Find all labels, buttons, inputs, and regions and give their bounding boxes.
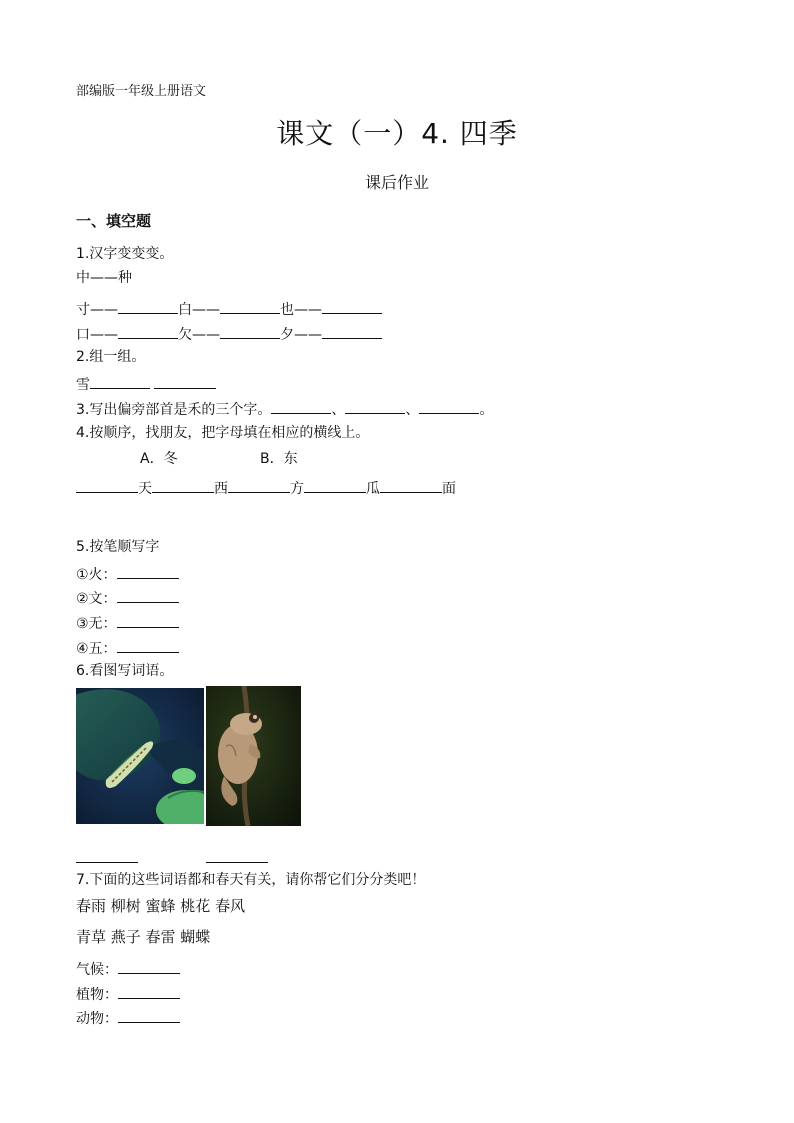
q4-char-3: 瓜 — [366, 481, 380, 497]
answer-blank[interactable] — [118, 957, 180, 974]
answer-blank[interactable] — [154, 372, 216, 389]
page-subtitle: 课后作业 — [364, 173, 429, 192]
section-title: 一、填空题 — [76, 212, 152, 230]
q4-char-1: 西 — [214, 481, 228, 497]
q5-item — [76, 586, 179, 609]
q4-char-0: 天 — [138, 481, 152, 497]
q2-row — [76, 372, 216, 395]
q1-row2 — [76, 322, 382, 345]
q7-words-line2: 青草 燕子 春雷 蝴蝶 — [76, 928, 211, 946]
answer-blank[interactable] — [380, 476, 442, 493]
q5-item — [76, 562, 179, 585]
answer-blank[interactable] — [117, 586, 179, 603]
answer-blank[interactable] — [117, 562, 179, 579]
q7-category-label: 气候： — [76, 962, 118, 978]
q5-prompt: 5.按笔顺写字 — [76, 539, 160, 555]
q5-label: ②文： — [76, 591, 117, 607]
answer-blank[interactable] — [206, 846, 268, 863]
answer-blank[interactable] — [118, 1006, 180, 1023]
answer-blank[interactable] — [76, 846, 138, 863]
answer-blank[interactable] — [419, 397, 479, 414]
answer-blank[interactable] — [117, 636, 179, 653]
document-header: 部编版一年级上册语文 — [76, 84, 207, 99]
q5-item — [76, 636, 179, 659]
answer-blank[interactable] — [118, 982, 180, 999]
answer-blank[interactable] — [322, 322, 382, 339]
q7-category-label: 动物： — [76, 1011, 118, 1027]
q5-label: ③无： — [76, 616, 117, 632]
q1-row2-item-2: 夕—— — [280, 327, 322, 343]
q3-row — [76, 397, 493, 420]
q3-separator: 、 — [331, 402, 346, 418]
q7-category-label: 植物： — [76, 987, 118, 1003]
q1-example: 中——种 — [76, 270, 132, 286]
q7-prompt: 7.下面的这些词语都和春天有关，请你帮它们分分类吧！ — [76, 872, 426, 888]
page-title: 课文（一）4. 四季 — [276, 117, 518, 150]
q2-prompt: 2.组一组。 — [76, 349, 146, 365]
q1-row1-item-0: 寸—— — [76, 302, 118, 318]
answer-blank[interactable] — [228, 476, 290, 493]
q4-row — [76, 476, 456, 499]
q4-option-a: A．冬 — [140, 451, 178, 467]
answer-blank[interactable] — [220, 297, 280, 314]
q5-label: ①火： — [76, 567, 117, 583]
q7-words-line1: 春雨 柳树 蜜蜂 桃花 春风 — [76, 897, 246, 915]
q1-row1-item-1: 白—— — [178, 302, 220, 318]
lotus-leaf-photo — [76, 688, 204, 824]
q2-char: 雪 — [76, 377, 90, 393]
q7-category — [76, 982, 180, 1005]
q4-char-2: 方 — [290, 481, 304, 497]
q6-answer-row — [76, 846, 268, 869]
q7-category — [76, 1006, 180, 1029]
frog-photo — [206, 686, 301, 826]
answer-blank[interactable] — [117, 611, 179, 628]
answer-blank[interactable] — [76, 476, 138, 493]
q3-separator: 、 — [405, 402, 420, 418]
q1-prompt: 1.汉字变变变。 — [76, 246, 174, 262]
q1-row2-item-1: 欠—— — [178, 327, 220, 343]
q4-char-4: 面 — [442, 481, 456, 497]
answer-blank[interactable] — [118, 322, 178, 339]
q1-row2-item-0: 口—— — [76, 327, 118, 343]
q4-prompt: 4.按顺序，找朋友，把字母填在相应的横线上。 — [76, 425, 370, 441]
answer-blank[interactable] — [90, 372, 150, 389]
q5-label: ④五： — [76, 641, 117, 657]
answer-blank[interactable] — [152, 476, 214, 493]
answer-blank[interactable] — [345, 397, 405, 414]
q1-row1 — [76, 297, 382, 320]
answer-blank[interactable] — [220, 322, 280, 339]
q7-category — [76, 957, 180, 980]
q5-item — [76, 611, 179, 634]
answer-blank[interactable] — [322, 297, 382, 314]
answer-blank[interactable] — [271, 397, 331, 414]
q4-option-b: B．东 — [260, 451, 298, 467]
q6-prompt: 6.看图写词语。 — [76, 663, 174, 679]
answer-blank[interactable] — [118, 297, 178, 314]
q3-prompt: 3.写出偏旁部首是禾的三个字。 — [76, 402, 272, 418]
answer-blank[interactable] — [304, 476, 366, 493]
q1-row1-item-2: 也—— — [280, 302, 322, 318]
q3-end: 。 — [479, 402, 494, 418]
